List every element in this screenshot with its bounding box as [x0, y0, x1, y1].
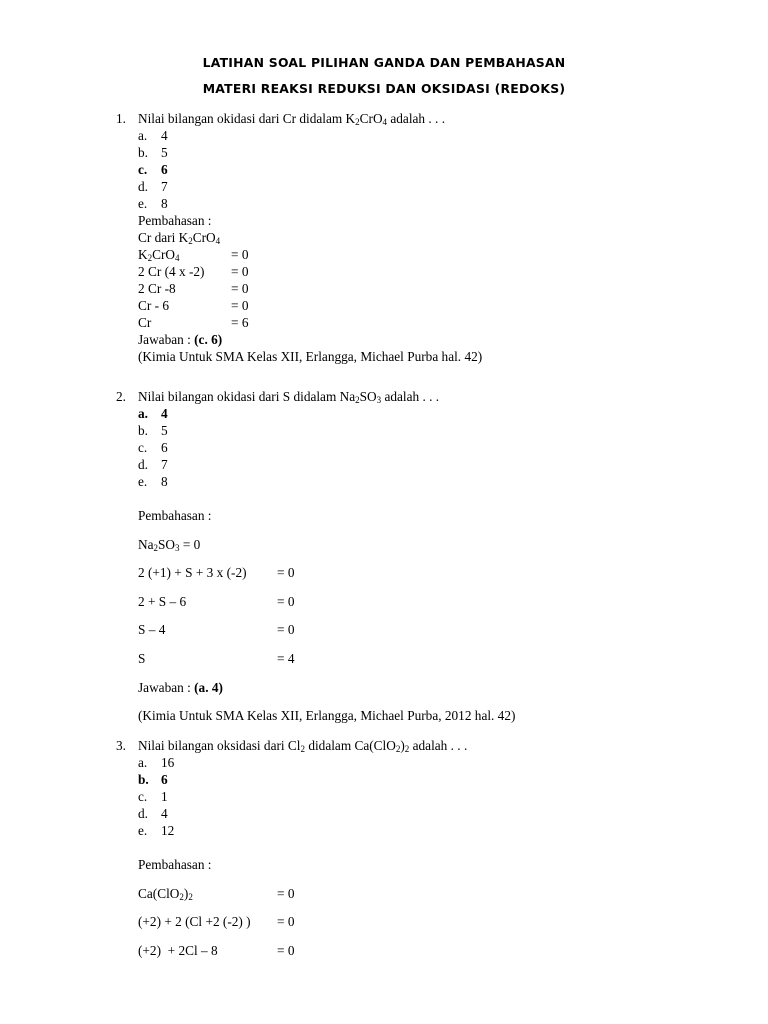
- option-a: a. 4: [138, 128, 168, 143]
- question-text: Nilai bilangan oksidasi dari $Cl_2$ didalam $Ca(ClO_2)_2$ adalah . . .: [138, 738, 468, 754]
- pembahasan-label: Pembahasan :: [138, 857, 212, 872]
- solution-step: 2 (+1) + S + 3 x (-2) = 0: [138, 565, 295, 581]
- answer-line: Jawaban : (c. 6): [138, 332, 223, 347]
- question-number: 3.: [116, 738, 126, 753]
- question-stem: [116, 737, 736, 754]
- solution-equation: $Na_2SO_3 = 0$: [138, 536, 201, 553]
- question-stem: [116, 110, 736, 127]
- source-citation: (Kimia Untuk SMA Kelas XII, Erlangga, Michael Purba, 2012 hal. 42): [138, 708, 516, 724]
- question-stem: [116, 388, 736, 405]
- option-c-correct: c. 6: [138, 162, 168, 177]
- question-2: [116, 388, 736, 724]
- question-1: [116, 110, 736, 365]
- option-d: d. 4: [138, 806, 168, 821]
- solution-step: $K_2CrO_4$ = 0: [138, 247, 249, 263]
- option-e: e. 8: [138, 474, 168, 489]
- option-c: c. 6: [138, 440, 168, 455]
- question-3: [116, 737, 736, 959]
- question-number: 2.: [116, 389, 126, 404]
- solution-step: S = 4: [138, 650, 295, 666]
- solution-step: 2 Cr -8 = 0: [138, 281, 249, 296]
- answer-line: Jawaban : (a. 4): [138, 679, 223, 695]
- option-d: d. 7: [138, 179, 168, 194]
- option-a: a. 16: [138, 755, 175, 770]
- question-number: 1.: [116, 111, 126, 126]
- option-e: e. 8: [138, 196, 168, 211]
- option-a-correct: a. 4: [138, 406, 168, 421]
- option-b-correct: b. 6: [138, 772, 168, 787]
- question-text: Nilai bilangan okidasi dari Cr didalam $K_2CrO_4$ adalah . . .: [138, 111, 446, 127]
- title-line-2: MATERI REAKSI REDUKSI DAN OKSIDASI (REDOKS): [202, 81, 566, 96]
- solution-step: (+2) + 2 (Cl +2 (-2) ) = 0: [138, 914, 295, 930]
- title-line-1: LATIHAN SOAL PILIHAN GANDA DAN PEMBAHASAN: [202, 55, 566, 70]
- solution-step: $Ca(ClO_2)_2$ = 0: [138, 885, 295, 902]
- solution-step: 2 + S – 6 = 0: [138, 593, 295, 609]
- question-text: Nilai bilangan okidasi dari S didalam $Na_2SO_3$ adalah . . .: [138, 389, 440, 405]
- solution-step: 2 Cr (4 x -2) = 0: [138, 264, 249, 279]
- source-citation: (Kimia Untuk SMA Kelas XII, Erlangga, Michael Purba hal. 42): [138, 349, 483, 364]
- option-b: b. 5: [138, 145, 168, 160]
- option-c: c. 1: [138, 789, 168, 804]
- solution-step: S – 4 = 0: [138, 622, 295, 638]
- option-d: d. 7: [138, 457, 168, 472]
- pembahasan-label: Pembahasan :: [138, 213, 212, 228]
- pembahasan-label: Pembahasan :: [138, 508, 212, 523]
- solution-step: Cr - 6 = 0: [138, 298, 249, 313]
- solution-intro: Cr dari $K_2CrO_4$: [138, 230, 221, 246]
- solution-step: Cr = 6: [138, 315, 249, 330]
- option-b: b. 5: [138, 423, 168, 438]
- option-e: e. 12: [138, 823, 175, 838]
- solution-step: (+2) + 2Cl – 8 = 0: [138, 942, 295, 958]
